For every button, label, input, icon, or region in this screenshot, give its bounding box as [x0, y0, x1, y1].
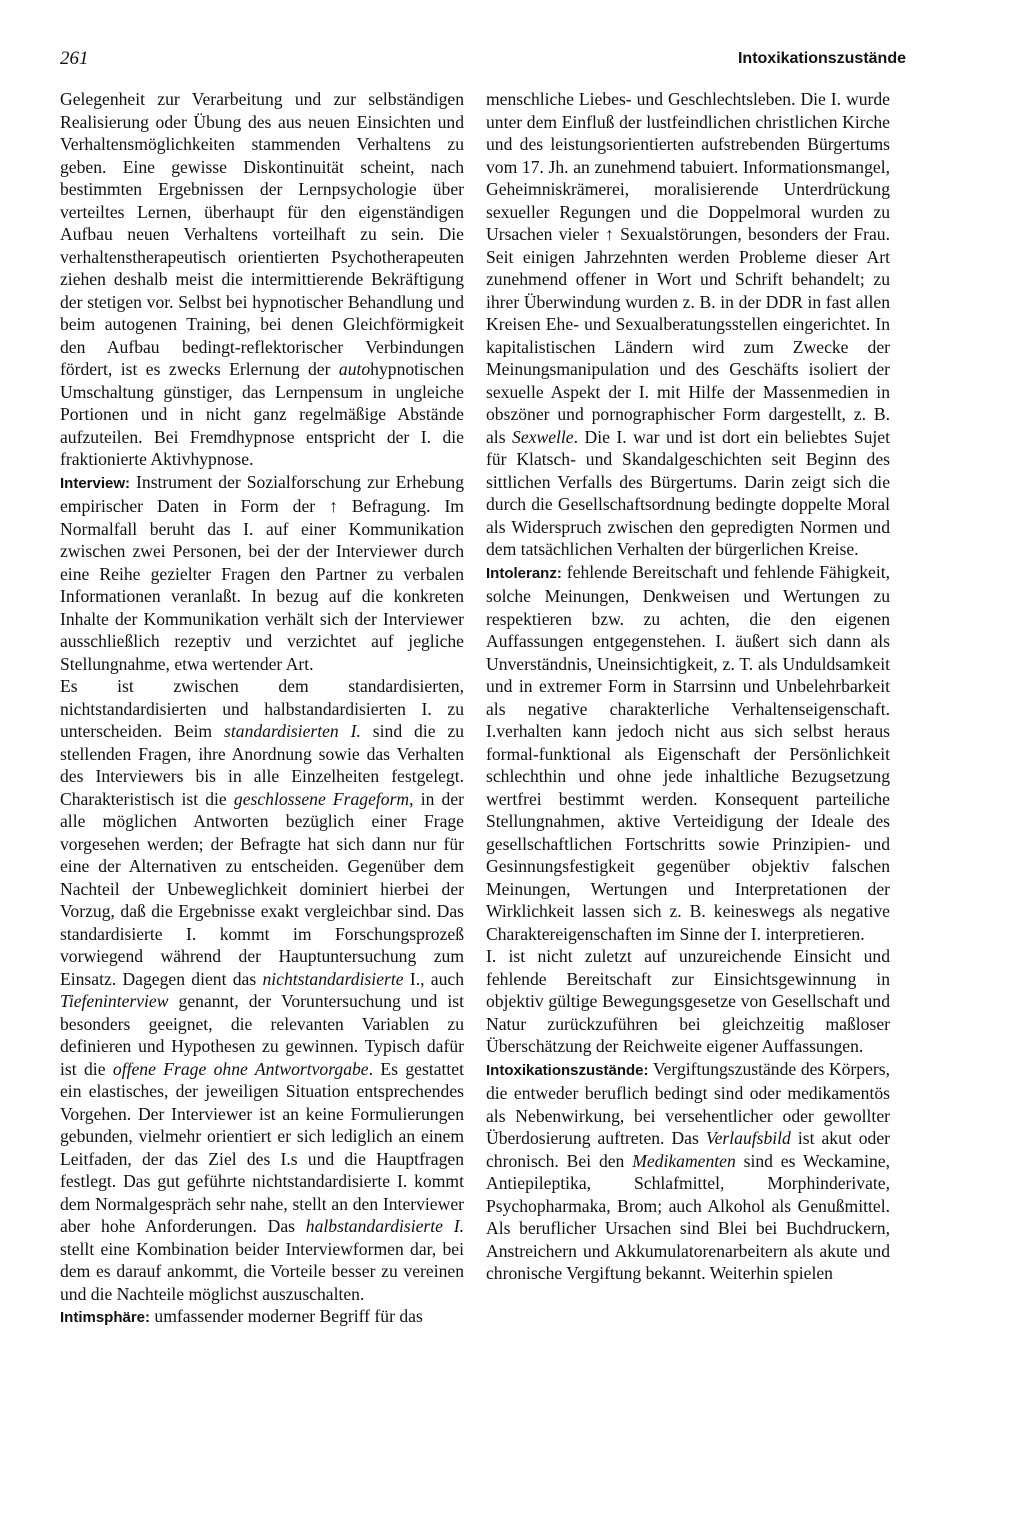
text-run: menschliche Liebes- und Geschlechtsleben. Die I. wurde unter dem Einfluß der lustfeindlichen christlichen Kirche und des leistungsorientierten aufstrebenden Bürgertums vom 17. Jh. an zunehmend tabuiert. Informationsmangel, Geheimniskrämerei, moralisierende Unterdrückung sexueller Regungen und die Doppelmoral wurden zu Ursachen vieler ↑ Sexualstörungen, besonders der Frau. Seit einigen Jahrzehnten werden Probleme dieser Art zunehmend offener in Wort und Schrift behandelt; zu ihrer Überwindung wurden z. B. in der DDR in fast allen Kreisen Ehe- und Sexualberatungsstellen eingerichtet. In kapitalistischen Ländern wird zum Zwecke der Meinungsmanipulation und des Geschäfts isoliert der sexuelle Aspekt der I. mit Hilfe der Massenmedien in obszöner und pornographischer Form dargestellt, z. B. als — [486, 89, 890, 447]
entry-term: Intimsphäre: — [60, 1309, 151, 1326]
paragraph-continuation — [60, 88, 464, 471]
text-run: sind die zu stellenden Fragen, ihre Anordnung sowie das Verhalten des Interviewers bis in alle Einzelheiten festgelegt. Charakteristisch ist die — [60, 721, 465, 809]
text-run: Vergiftungszustände des Körpers, die entweder beruflich bedingt sind oder medikamentös als Nebenwirkung, bei versehentlicher oder gewollter Überdosierung auftreten. Das — [486, 1058, 890, 1148]
paragraph-interview-types — [60, 675, 464, 1305]
text-run: Es ist zwischen dem standardisierten, nichtstandardisierten und halbstandardisierten I. zu unterscheiden. Beim — [60, 676, 464, 741]
text-run: umfassender moderner Begriff für das — [150, 1306, 423, 1326]
running-title: Intoxikationszustände — [737, 50, 906, 67]
italic-run: auto — [338, 359, 371, 379]
text-run: Gelegenheit zur Verarbeitung und zur selbständigen Realisierung oder Übung des aus neuen Einsichten und Verhaltensmöglichkeiten stammenden Verhaltens zu geben. Eine gewisse Diskontinuität scheint, nach bestimmten Ergebnissen der Lernpsychologie über verteiltes Lernen, überhaupt für den eigenständigen Aufbau neuen Verhaltens vorteilhaft zu sein. Die verhaltenstherapeutisch orientierten Psychotherapeuten ziehen deshalb meist die intermittierende Bekräftigung der stetigen vor. Selbst bei hypnotischer Behandlung und beim autogenen Training, bei denen Gleichförmigkeit den Aufbau bedingt-reflektorischer Verbindungen fördert, ist es zwecks Erlernung der — [60, 89, 464, 379]
entry-intoxikationszustaende — [486, 1058, 890, 1285]
text-run: genannt, der Voruntersuchung und ist besonders geeignet, die relevanten Variablen zu definieren und Hypothesen zu gewinnen. Typisch dafür ist die — [60, 991, 464, 1079]
text-run: I. ist nicht zuletzt auf unzureichende Einsicht und fehlende Bereitschaft zur Einsichtsgewinnung in objektiv gültige Bewegungsgesetze von Gesellschaft und Natur zurückzuführen bei gleichzeitig maßloser Überschätzung der Reichweite eigener Auffassungen. — [486, 946, 890, 1056]
italic-run: nichtstandardisierte — [262, 968, 404, 989]
italic-run: halbstandardisierte I. — [305, 1216, 464, 1236]
text-run: . Die I. war und ist dort ein beliebtes Sujet für Klatsch- und Skandalgeschichten seit Beginn des sittlichen Verfalls des Bürgertums. Darin zeigt sich die durch die Gesellschaftsordnung bedingte doppelte Moral als Widerspruch zwischen den gepredigten Normen und dem tatsächlichen Verhalten der bürgerlichen Kreise. — [486, 426, 890, 559]
italic-run: offene Frage ohne Antwortvorgabe — [112, 1058, 369, 1079]
italic-run: standardisierten I. — [224, 721, 361, 741]
right-column — [486, 88, 890, 1285]
text-run: Instrument der Sozialforschung zur Erhebung empirischer Daten in Form der ↑ Befragung. Im Normalfall beruht das I. auf einer Kommunikation zwischen zwei Personen, bei der der Interviewer durch eine Reihe gezielter Fragen den Partner zu verbalen Informationen veranlaßt. In bezug auf die konkreten Inhalte der Kommunikation verhält sich der Interviewer ausschließlich rezeptiv und verzichtet auf jegliche Stellungnahme, etwa wertender Art. — [60, 471, 464, 674]
paragraph-intimsphaere-cont — [486, 88, 890, 561]
entry-term: Interview: — [60, 474, 131, 492]
italic-run: Medikamenten — [632, 1150, 736, 1171]
text-run: stellt eine Kombination beider Interviewformen dar, bei dem es darauf ankommt, die Vorteile besser zu vereinen und die Nachteile möglichst auszuschalten. — [60, 1238, 464, 1304]
text-run: , in der alle möglichen Antworten bezüglich einer Frage vorgesehen werden; der Befragte hat sich dann nur für eine der Alternativen zu entscheiden. Gegenüber dem Nachteil der Unbeweglichkeit dominiert hierbei der Vorzug, daß die Ergebnisse exakt vergleichbar sind. Das standardisierte I. kommt im Forschungsprozeß vorwiegend während der Hauptuntersuchung zum Einsatz. Dagegen dient das — [60, 788, 465, 989]
text-run: . Es gestattet ein elastisches, der jeweiligen Situation entsprechendes Vorgehen. Der Interviewer ist an keine Formulierungen gebunden, vielmehr orientiert er sich lediglich an einem Leitfaden, der das Ziel des I.s und die Hauptfragen festlegt. Das gut geführte nichtstandardisierte I. kommt dem Normalgespräch sehr nahe, stellt an den Interviewer aber hohe Anforderungen. Das — [60, 1058, 464, 1236]
text-run: hypnotischen Umschaltung günstiger, das Lernpensum in ungleiche Portionen und in nicht ganz regelmäßige Abstände aufzuteilen. Bei Fremdhypnose entspricht der I. die fraktionierte Aktivhypnose. — [60, 359, 464, 469]
text-run: ist akut oder chronisch. Bei den — [486, 1128, 891, 1171]
entry-intoleranz — [486, 561, 890, 946]
paragraph-intoleranz-cont — [486, 945, 890, 1058]
italic-run: Verlaufsbild — [705, 1128, 791, 1148]
text-run: I., auch — [403, 968, 464, 989]
page-number: 261 — [60, 48, 89, 69]
entry-intimsphaere — [60, 1305, 464, 1330]
italic-run: Sexwelle — [512, 426, 574, 447]
italic-run: Tiefeninterview — [60, 991, 169, 1011]
text-run: fehlende Bereitschaft und fehlende Fähigkeit, solche Meinungen, Denkweisen und Wertungen zu respektieren bzw. zu achten, die den eigenen Auffassungen entgegenstehen. I. äußert sich dann als Unverständnis, Uneinsichtigkeit, z. T. als Unduldsamkeit und in extremer Form in Starrsinn und Unbelehrbarkeit als negative charakterliche Verhaltenseigenschaft. I.verhalten kann jedoch nicht aus sich selbst heraus formal-funktional als Eigenschaft der Persönlichkeit schlechthin und ohne jede inhaltliche Bezugsetzung wertfrei bestimmt werden. Konsequent parteiliche Stellungnahmen, aktive Verteidigung der Ideale des gesellschaftlichen Fortschritts sowie Prinzipien- und Gesinnungsfestigkeit gegenüber objektiv falschen Meinungen, Wertungen und Interpretationen der Wirklichkeit lassen sich z. B. keineswegs als negative Charaktereigenschaften im Sinne der I. interpretieren. — [486, 561, 890, 944]
entry-term: Intoleranz: — [486, 564, 562, 582]
text-run: sind es Weckamine, Antiepileptika, Schlafmittel, Morphinderivate, Psychopharmaka, Brom; auch Alkohol als Genußmittel. Als beruflicher Ursachen sind Blei bei Buchdruckern, Anstreichern und Akkumulatorenarbeitern als akute und chronische Vergiftung bekannt. Weiterhin spielen — [486, 1150, 890, 1283]
entry-term: Intoxikationszustände: — [486, 1061, 649, 1079]
entry-interview — [60, 471, 464, 676]
left-column — [60, 88, 464, 1330]
italic-run: geschlossene Frageform — [233, 788, 410, 809]
